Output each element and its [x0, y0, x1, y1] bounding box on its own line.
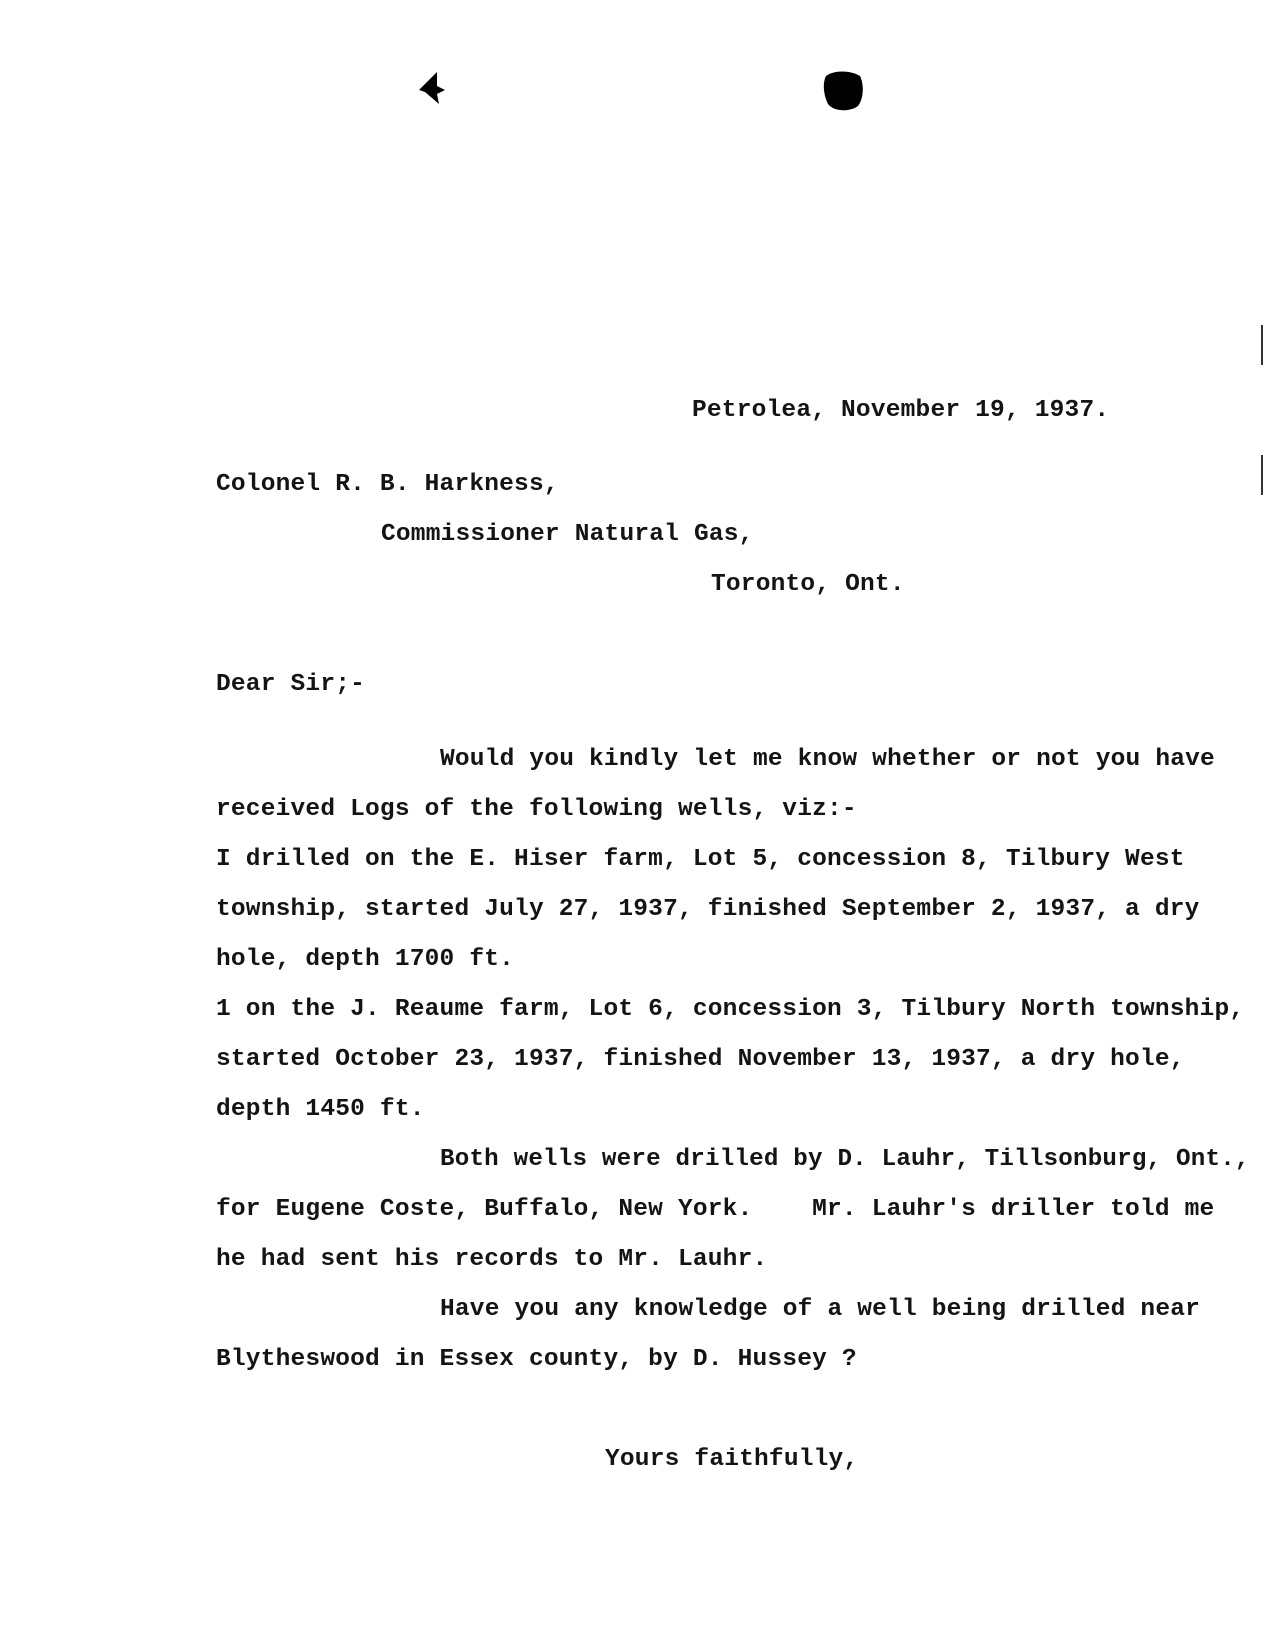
- ink-mark-right: [820, 68, 866, 114]
- body-line: Have you any knowledge of a well being drilled near: [440, 1296, 1201, 1323]
- body-line: depth 1450 ft.: [216, 1096, 425, 1123]
- recipient-city: Toronto, Ont.: [711, 571, 905, 598]
- scan-edge-line: [1261, 325, 1263, 365]
- recipient-title: Commissioner Natural Gas,: [381, 521, 754, 548]
- scan-edge-line: [1261, 455, 1263, 495]
- salutation: Dear Sir;-: [216, 671, 366, 698]
- closing: Yours faithfully,: [605, 1446, 859, 1473]
- ink-mark-left: [415, 70, 449, 110]
- body-line: 1 on the J. Reaume farm, Lot 6, concession 3, Tilbury North township,: [216, 996, 1245, 1023]
- body-line: township, started July 27, 1937, finished September 2, 1937, a dry: [216, 896, 1200, 923]
- body-line: I drilled on the E. Hiser farm, Lot 5, concession 8, Tilbury West: [216, 846, 1185, 873]
- recipient-name: Colonel R. B. Harkness,: [216, 471, 559, 498]
- body-line: hole, depth 1700 ft.: [216, 946, 515, 973]
- body-line: he had sent his records to Mr. Lauhr.: [216, 1246, 768, 1273]
- body-line: started October 23, 1937, finished November 13, 1937, a dry hole,: [216, 1046, 1185, 1073]
- dateline: Petrolea, November 19, 1937.: [692, 397, 1110, 424]
- body-line: received Logs of the following wells, viz:-: [216, 796, 857, 823]
- body-line: Blytheswood in Essex county, by D. Hussey ?: [216, 1346, 857, 1373]
- body-line: Would you kindly let me know whether or not you have: [440, 746, 1215, 773]
- body-line: Both wells were drilled by D. Lauhr, Tillsonburg, Ont.,: [440, 1146, 1250, 1173]
- body-line: for Eugene Coste, Buffalo, New York. Mr. Lauhr's driller told me: [216, 1196, 1215, 1223]
